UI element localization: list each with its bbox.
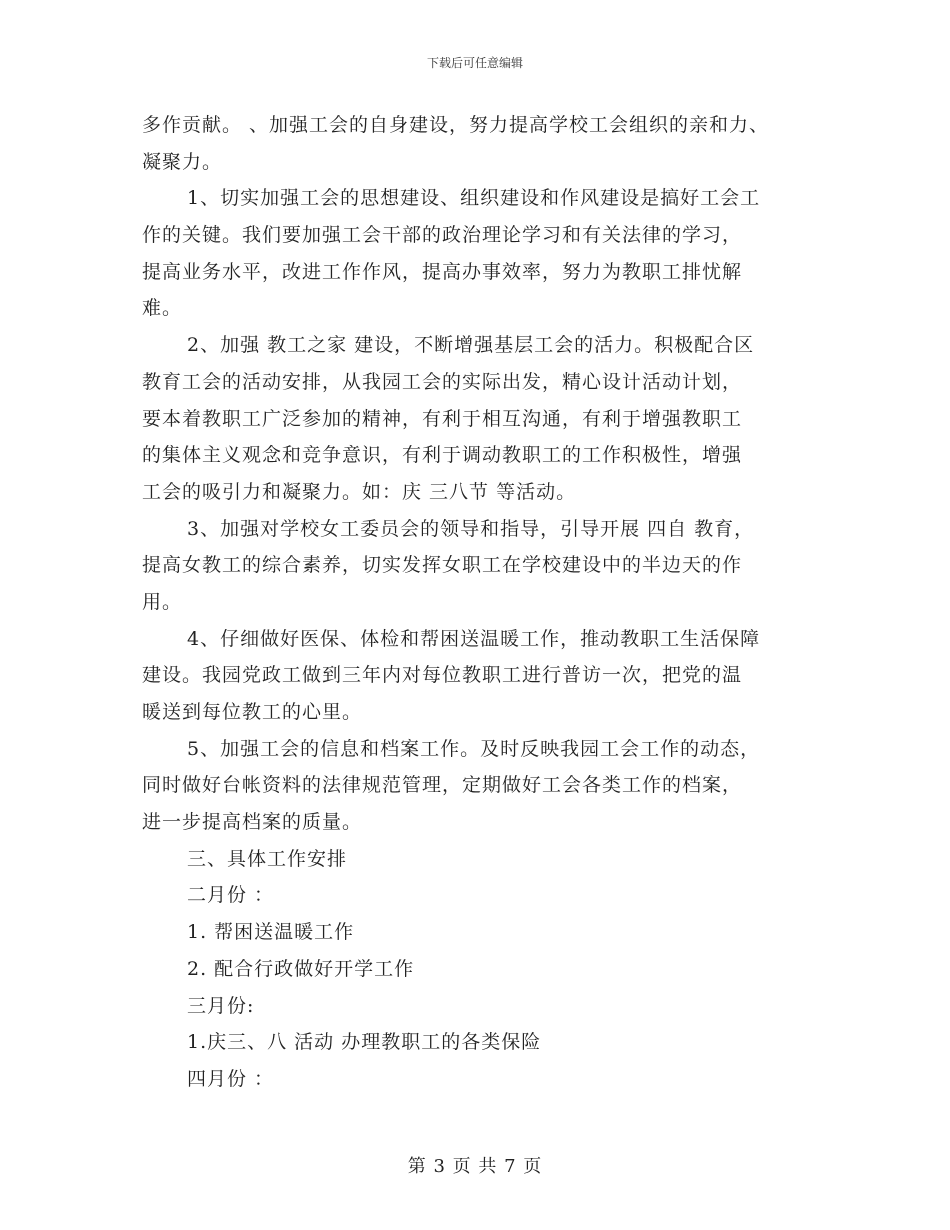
text-line: 工会的吸引力和凝聚力。如：庆 三八节 等活动。 bbox=[142, 480, 577, 503]
text-line: 教育工会的活动安排，从我园工会的实际出发，精心设计活动计划， bbox=[142, 370, 743, 393]
text-line: 要本着教职工广泛参加的精神，有利于相互沟通，有利于增强教职工 bbox=[142, 407, 743, 430]
page-header: 下载后可任意编辑 bbox=[426, 56, 523, 70]
text-line: 暖送到每位教工的心里。 bbox=[142, 701, 363, 723]
text-line: 2. 配合行政做好开学工作 bbox=[187, 957, 415, 980]
text-line: 2、加强 教工之家 建设，不断增强基层工会的活力。积极配合区 bbox=[187, 334, 755, 357]
text-line: 1.庆三、八 活动 办理教职工的各类保险 bbox=[187, 1031, 542, 1054]
text-line: 用。 bbox=[142, 590, 183, 613]
text-line: 的集体主义观念和竞争意识，有利于调动教职工的工作积极性，增强 bbox=[142, 444, 743, 467]
text-line: 难。 bbox=[142, 297, 183, 320]
text-line: 5、加强工会的信息和档案工作。及时反映我园工会工作的动态， bbox=[187, 737, 761, 760]
text-line: 4、仔细做好医保、体检和帮困送温暖工作，推动教职工生活保障 bbox=[187, 627, 761, 650]
document-body bbox=[142, 107, 822, 1098]
text-line: 1、切实加强工会的思想建设、组织建设和作风建设是搞好工会工 bbox=[187, 187, 761, 210]
text-line: 3、加强对学校女工委员会的领导和指导，引导开展 四自 教育， bbox=[187, 517, 755, 540]
text-line: 提高业务水平，改进工作作风，提高办事效率，努力为教职工排忧解 bbox=[142, 260, 743, 283]
text-line: 四月份 ： bbox=[187, 1067, 275, 1090]
text-line: 同时做好台帐资料的法律规范管理，定期做好工会各类工作的档案， bbox=[142, 774, 743, 797]
page-footer: 第 3 页 共 7 页 bbox=[407, 1156, 543, 1177]
text-line: 作的关键。我们要加强工会干部的政治理论学习和有关法律的学习， bbox=[142, 224, 743, 247]
text-line: 凝聚力。 bbox=[142, 150, 223, 173]
text-line: 1. 帮困送温暖工作 bbox=[187, 921, 355, 944]
text-line: 三月份: bbox=[187, 994, 255, 1017]
text-line: 进一步提高档案的质量。 bbox=[142, 811, 363, 834]
text-line: 三、具体工作安排 bbox=[187, 847, 348, 870]
text-line: 二月份 ： bbox=[187, 884, 275, 907]
text-line: 建设。我园党政工做到三年内对每位教职工进行普访一次，把党的温 bbox=[142, 664, 743, 687]
text-line: 多作贡献。 、加强工会的自身建设，努力提高学校工会组织的亲和力、 bbox=[142, 114, 770, 136]
text-line: 提高女教工的综合素养，切实发挥女职工在学校建设中的半边天的作 bbox=[142, 554, 743, 577]
